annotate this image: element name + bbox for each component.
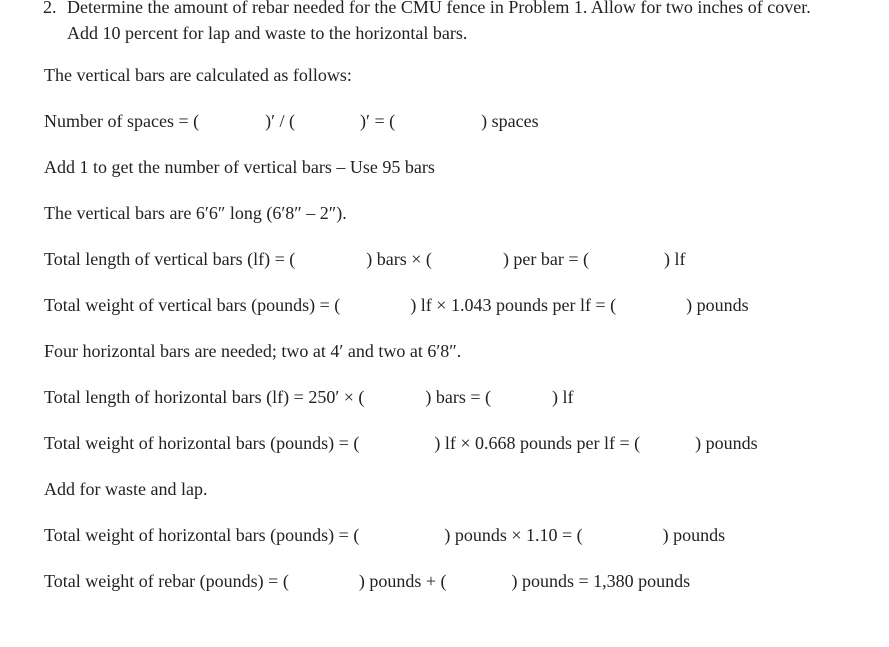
vertical-length-note: The vertical bars are 6′6″ long (6′8″ – 2″). xyxy=(44,203,347,223)
horizontal-length-line xyxy=(44,386,574,408)
vlen-part-2: ) bars × ( xyxy=(366,249,432,269)
spaces-part-1: Number of spaces = ( xyxy=(44,111,200,131)
spaces-part-4: ) spaces xyxy=(481,111,539,131)
problem-number: 2. xyxy=(43,0,57,17)
hwaste-part-1: Total weight of horizontal bars (pounds) = ( xyxy=(44,525,360,545)
hwt-part-3: ) pounds xyxy=(695,433,758,453)
hlen-part-3: ) lf xyxy=(552,387,574,407)
problem-statement xyxy=(43,0,843,46)
add-one-text: Add 1 to get the number of vertical bars – Use 95 bars xyxy=(44,157,435,177)
horizontal-note: Four horizontal bars are needed; two at 4′ and two at 6′8″. xyxy=(44,341,462,361)
hwaste-part-3: ) pounds xyxy=(662,525,726,545)
hwt-part-1: Total weight of horizontal bars (pounds) = ( xyxy=(44,433,360,453)
hlen-part-1: Total length of horizontal bars (lf) = 250′ × ( xyxy=(44,387,365,407)
vlen-part-1: Total length of vertical bars (lf) = ( xyxy=(44,249,296,269)
problem-text: Determine the amount of rebar needed for the CMU fence in Problem 1. Allow for two inches of cover. Add 10 percent for lap and waste to the horizontal bars. xyxy=(67,0,811,43)
spaces-part-2: )′ / ( xyxy=(265,111,296,131)
vlen-part-4: ) lf xyxy=(664,249,686,269)
intro-text: The vertical bars are calculated as follows: xyxy=(44,65,352,85)
vertical-length-line xyxy=(44,248,686,270)
waste-note: Add for waste and lap. xyxy=(44,479,208,499)
spaces-line xyxy=(44,110,539,132)
spaces-part-3: )′ = ( xyxy=(360,111,396,131)
vwt-part-2: ) lf × 1.043 pounds per lf = ( xyxy=(410,295,617,315)
total-part-1: Total weight of rebar (pounds) = ( xyxy=(44,571,289,591)
vwt-part-1: Total weight of vertical bars (pounds) = ( xyxy=(44,295,341,315)
vwt-part-3: ) pounds xyxy=(686,295,749,315)
horizontal-waste-line xyxy=(44,524,725,546)
hwt-part-2: ) lf × 0.668 pounds per lf = ( xyxy=(434,433,641,453)
hwaste-part-2: ) pounds × 1.10 = ( xyxy=(444,525,583,545)
total-part-3: ) pounds = 1,380 pounds xyxy=(511,571,691,591)
vertical-weight-line xyxy=(44,294,749,316)
hlen-part-2: ) bars = ( xyxy=(425,387,492,407)
vlen-part-3: ) per bar = ( xyxy=(502,249,590,269)
horizontal-weight-line xyxy=(44,432,758,454)
total-part-2: ) pounds + ( xyxy=(358,571,447,591)
total-rebar-line xyxy=(44,570,690,592)
